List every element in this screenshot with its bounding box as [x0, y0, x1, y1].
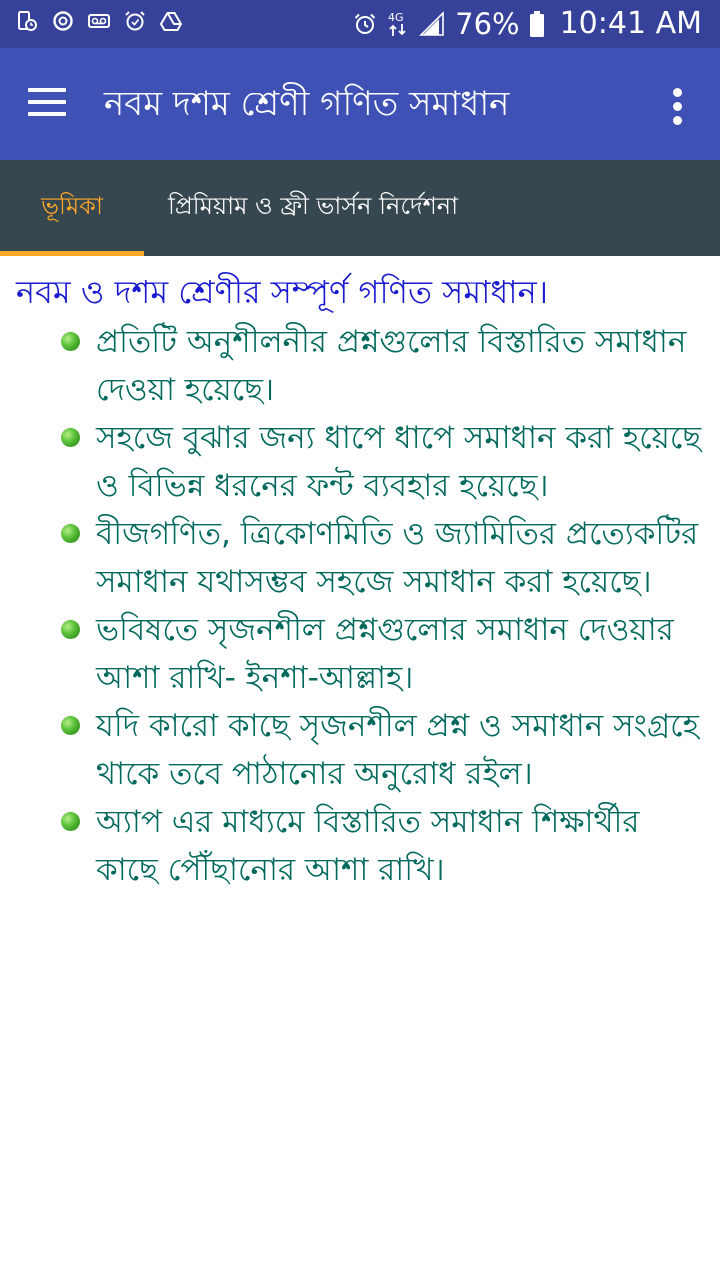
network-4g-icon	[387, 10, 409, 38]
list-item-text: প্রতিটি অনুশীলনীর প্রশ্নগুলোর বিস্তারিত সমাধান দেওয়া হয়েছে।	[96, 324, 687, 408]
voicemail-icon	[88, 10, 110, 32]
battery-icon	[530, 11, 544, 37]
intro-content	[0, 256, 720, 894]
alarm-clock-icon	[353, 12, 377, 36]
app-title: নবম দশম শ্রেণী গণিত সমাধান	[104, 84, 510, 124]
green-bullet-icon	[61, 428, 80, 447]
tab-introduction[interactable]	[0, 160, 144, 256]
tab-bar	[0, 160, 720, 256]
clock-time: 10:41 AM	[559, 6, 702, 41]
data-saver-icon	[52, 10, 74, 32]
list-item-text: ভবিষতে সৃজনশীল প্রশ্নগুলোর সমাধান দেওয়ার আশা রাখি- ইনশা-আল্লাহ।	[96, 612, 674, 696]
intro-heading: নবম ও দশম শ্রেণীর সম্পূর্ণ গণিত সমাধান।	[16, 273, 549, 311]
app-bar	[0, 48, 720, 160]
hamburger-menu-icon[interactable]	[20, 82, 76, 126]
list-item-text: সহজে বুঝার জন্য ধাপে ধাপে সমাধান করা হয়েছে ও বিভিন্ন ধরনের ফন্ট ব্যবহার হয়েছে।	[96, 420, 702, 504]
list-item-text: বীজগণিত, ত্রিকোণমিতি ও জ্যামিতির প্রত্যেকটির সমাধান যথাসম্ভব সহজে সমাধান করা হয়েছে।	[96, 516, 699, 600]
list-item-text: অ্যাপ এর মাধ্যমে বিস্তারিত সমাধান শিক্ষার্থীর কাছে পৌঁছানোর আশা রাখি।	[96, 804, 640, 888]
tab-premium-free-guide-label: প্রিমিয়াম ও ফ্রী ভার্সন নির্দেশনা	[168, 192, 459, 220]
screen-timer-icon	[16, 10, 38, 32]
list-item-text: যদি কারো কাছে সৃজনশীল প্রশ্ন ও সমাধান সংগ্রহে থাকে তবে পাঠানোর অনুরোধ রইল।	[96, 708, 699, 792]
green-bullet-icon	[61, 716, 80, 735]
drive-icon	[160, 10, 182, 32]
green-bullet-icon	[61, 812, 80, 831]
signal-strength-icon	[419, 11, 445, 37]
svg-text:4G: 4G	[388, 11, 404, 24]
feature-list	[0, 318, 720, 894]
alarm-icon	[124, 10, 146, 32]
list-item	[0, 798, 720, 894]
status-icons-left	[16, 10, 182, 32]
green-bullet-icon	[61, 524, 80, 543]
list-item	[0, 318, 720, 414]
tab-introduction-label: ভূমিকা	[41, 192, 103, 220]
list-item	[0, 606, 720, 702]
green-bullet-icon	[61, 620, 80, 639]
list-item	[0, 414, 720, 510]
overflow-menu-icon[interactable]	[666, 84, 690, 128]
list-item	[0, 702, 720, 798]
battery-percentage: 76%	[455, 7, 520, 41]
status-bar	[0, 0, 720, 48]
list-item	[0, 510, 720, 606]
tab-premium-free-guide[interactable]	[144, 160, 458, 256]
green-bullet-icon	[61, 332, 80, 351]
status-icons-right	[353, 6, 702, 42]
